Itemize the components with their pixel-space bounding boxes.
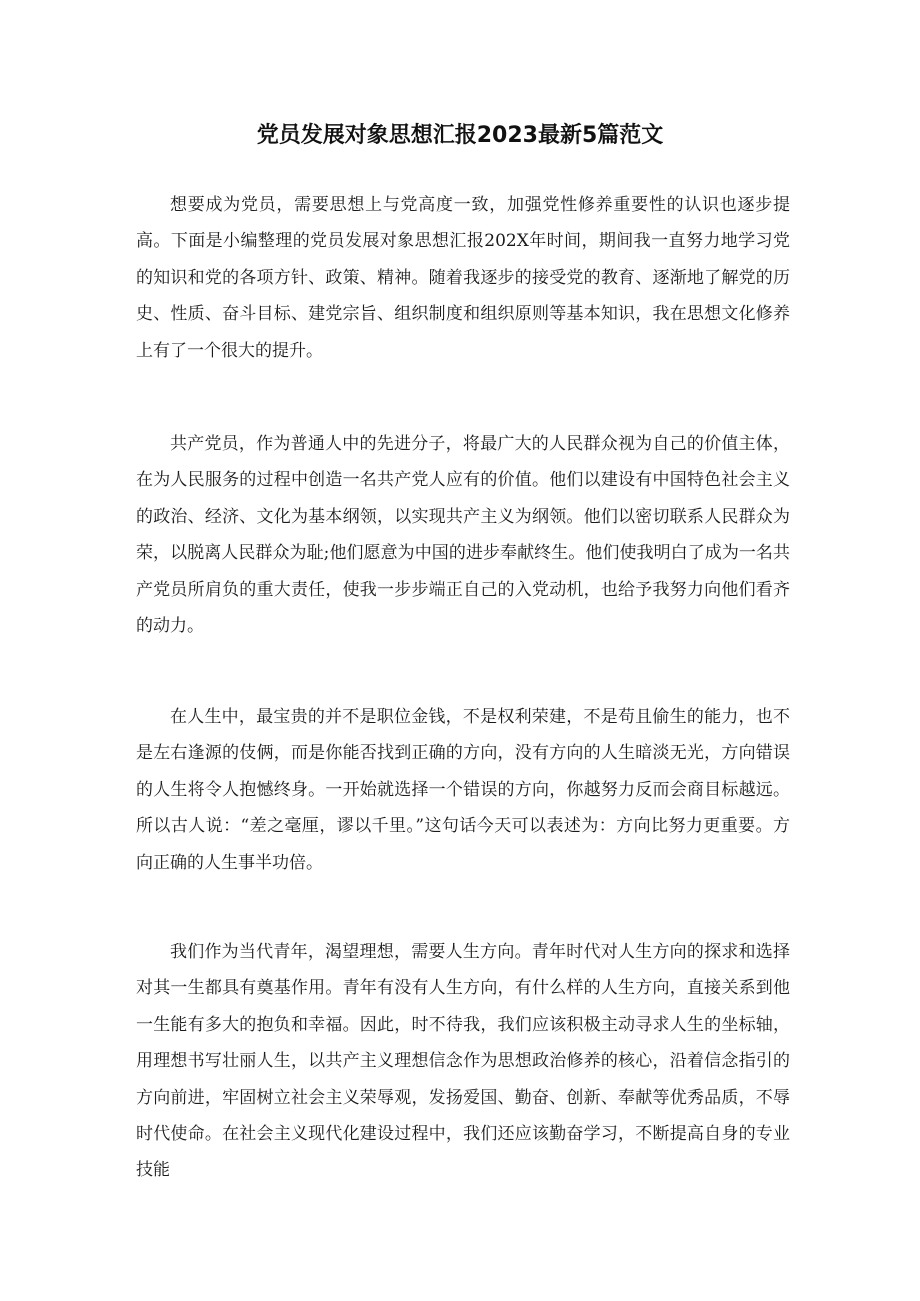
paragraph-1: 想要成为党员，需要思想上与党高度一致，加强党性修养重要性的认识也逐步提高。下面是小编整理的党员发展对象思想汇报202X年时间，期间我一直努力地学习党的知识和党的各项方针、政策、精神。随着我逐步的接受党的教育、逐渐地了解党的历史、性质、奋斗目标、建党宗旨、组织制度和组织原则等基本知识，我在思想文化修养上有了一个很大的提升。 [136, 195, 790, 361]
paragraph-2: 共产党员，作为普通人中的先进分子，将最广大的人民群众视为自己的价值主体，在为人民服务的过程中创造一名共产党人应有的价值。他们以建设有中国特色社会主义的政治、经济、文化为基本纲领，以实现共产主义为纲领。他们以密切联系人民群众为荣，以脱离人民群众为耻;他们愿意为中国的进步奉献终生。他们使我明白了成为一名共产党员所肩负的重大责任，使我一步步端正自己的入党动机，也给予我努力向他们看齐的动力。 [136, 434, 790, 637]
paragraph-3: 在人生中，最宝贵的并不是职位金钱，不是权利荣建，不是苟且偷生的能力，也不是左右逢源的伎俩，而是你能否找到正确的方向，没有方向的人生暗淡无光，方向错误的人生将令人抱憾终身。一开始就选择一个错误的方向，你越努力反而会商目标越远。所以古人说：“差之毫厘，谬以千里。”这句话今天可以表述为：方向比努力更重要。方向正确的人生事半功倍。 [136, 707, 790, 873]
document-title: 党员发展对象思想汇报2023最新5篇范文 [256, 123, 664, 148]
paragraph-4: 我们作为当代青年，渴望理想，需要人生方向。青年时代对人生方向的探求和选择对其一生都具有奠基作用。青年有没有人生方向，有什么样的人生方向，直接关系到他一生能有多大的抱负和幸福。因此，时不待我，我们应该积极主动寻求人生的坐标轴，用理想书写壮丽人生，以共产主义理想信念作为思想政治修养的核心，沿着信念指引的方向前进，牢固树立社会主义荣辱观，发扬爱国、勤奋、创新、奉献等优秀品质，不辱时代使命。在社会主义现代化建设过程中，我们还应该勤奋学习，不断提高自身的专业技能 [136, 942, 790, 1181]
